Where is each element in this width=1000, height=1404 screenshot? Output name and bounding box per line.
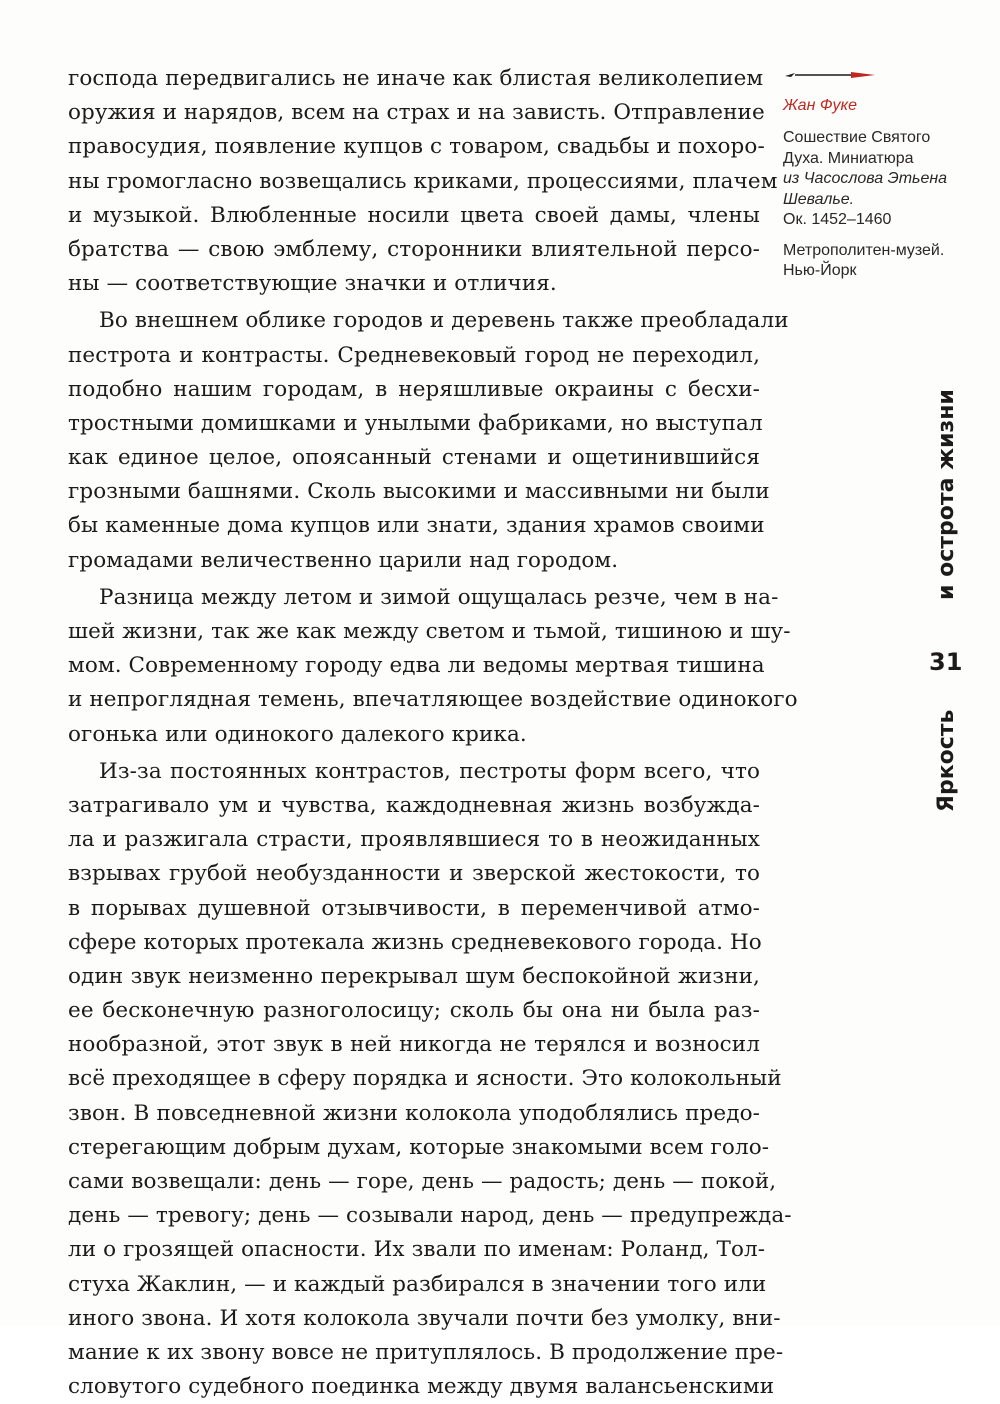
text-line: и музыкой. Влюбленные носили цвета своей дамы, члены bbox=[68, 202, 760, 228]
caption-line: Метрополитен-музей. bbox=[783, 241, 945, 259]
paragraph-4 bbox=[68, 755, 792, 1404]
text-line: словутого судебного поединка между двумя валансьенскими bbox=[68, 1374, 775, 1400]
text-line: иного звона. И хотя колокола звучали почти без умолку, вни- bbox=[68, 1305, 781, 1331]
page-number: 31 bbox=[929, 648, 963, 676]
text-line: шей жизни, так же как между светом и тьмой, тишиною и шу- bbox=[68, 619, 791, 644]
caption-ornament-icon bbox=[783, 70, 876, 80]
text-line: стуха Жаклин, — и каждый разбирался в значении того или bbox=[68, 1271, 767, 1297]
text-line: ее бесконечную разноголосицу; сколь бы она ни была раз- bbox=[68, 998, 760, 1024]
text-line: как единое целое, опоясанный стенами и ощетинившийся bbox=[68, 445, 760, 471]
text-line: пестрота и контрасты. Средневековый город не переходил, bbox=[68, 342, 760, 368]
caption-line: Нью-Йорк bbox=[783, 262, 857, 279]
caption-line: Ок. 1452–1460 bbox=[783, 211, 892, 228]
caption-line: Духа. Миниатюра bbox=[783, 149, 914, 167]
text-line: громадами величественно царили над городом. bbox=[68, 547, 619, 573]
text-line: стерегающим добрым духам, которые знакомыми всем голо- bbox=[68, 1134, 770, 1160]
illustration-caption bbox=[783, 70, 983, 282]
caption-line: Шевалье. bbox=[783, 190, 855, 208]
paragraph-3 bbox=[68, 581, 798, 752]
text-line: огонька или одинокого далекого крика. bbox=[68, 721, 527, 747]
text-line: всё преходящее в сферу порядка и ясности. Это колокольный bbox=[68, 1066, 782, 1092]
text-line: господа передвигались не иначе как блистая великолепием bbox=[68, 66, 764, 91]
text-line: Разница между летом и зимой ощущалась резче, чем в на- bbox=[99, 584, 779, 610]
text-line: затрагивало ум и чувства, каждодневная жизнь возбужда- bbox=[68, 792, 760, 818]
text-line: сфере которых протекала жизнь средневекового города. Но bbox=[68, 929, 762, 955]
text-line: правосудия, появление купцов с товаром, свадьбы и похоро- bbox=[68, 134, 765, 160]
text-line: Из-за постоянных контрастов, пестроты форм всего, что bbox=[99, 758, 760, 784]
text-line: бы каменные дома купцов или знати, здания храмов своими bbox=[68, 513, 765, 539]
text-line: звон. В повседневной жизни колокола уподоблялись предо- bbox=[68, 1100, 760, 1126]
text-line: сами возвещали: день — горе, день — радость; день — покой, bbox=[68, 1169, 777, 1194]
text-line: ли о грозящей опасности. Их звали по именам: Роланд, Тол- bbox=[68, 1237, 766, 1263]
text-line: ны — соответствующие значки и отличия. bbox=[68, 271, 557, 297]
paragraph-2 bbox=[68, 304, 789, 578]
text-line: братства — свою эмблему, сторонники влиятельной персо- bbox=[68, 236, 760, 262]
text-line: взрывах грубой необузданности и зверской жестокости, то bbox=[68, 861, 760, 887]
text-line: мом. Современному городу едва ли ведомы мертвая тишина bbox=[68, 653, 765, 679]
caption-author: Жан Фуке bbox=[783, 97, 857, 114]
main-text-column bbox=[68, 62, 798, 1404]
caption-title bbox=[783, 128, 983, 231]
text-line: Во внешнем облике городов и деревень также преобладали bbox=[99, 308, 789, 334]
text-line: тростными домишками и унылыми фабриками, но выступал bbox=[68, 410, 763, 436]
caption-line: из Часослова Этьена bbox=[783, 170, 948, 187]
running-header-part1: Яркость bbox=[934, 709, 959, 812]
text-line: нообразной, этот звук в ней никогда не терялся и возносил bbox=[68, 1032, 760, 1058]
running-header-part2: и острота жизни bbox=[934, 389, 959, 600]
text-line: в порывах душевной отзывчивости, в переменчивой атмо- bbox=[68, 895, 760, 921]
text-line: и непроглядная темень, впечатляющее воздействие одинокого bbox=[68, 687, 798, 713]
paragraph-1 bbox=[68, 62, 778, 301]
text-line: ла и разжигала страсти, проявлявшиеся то в неожиданных bbox=[68, 827, 760, 853]
text-line: грозными башнями. Сколь высокими и массивными ни были bbox=[68, 479, 770, 505]
text-line: один звук неизменно перекрывал шум беспокойной жизни, bbox=[68, 963, 760, 989]
text-line: ны громогласно возвещались криками, процессиями, плачем bbox=[68, 168, 778, 194]
text-line: мание к их звону вовсе не притуплялось. В продолжение пре- bbox=[68, 1339, 784, 1365]
text-line: день — тревогу; день — созывали народ, день — предупрежда- bbox=[68, 1203, 792, 1229]
text-line: оружия и нарядов, всем на страх и на зависть. Отправление bbox=[68, 100, 765, 126]
caption-museum bbox=[783, 241, 983, 282]
caption-line: Сошествие Святого bbox=[783, 129, 931, 146]
text-line: подобно нашим городам, в неряшливые окраины с бесхи- bbox=[68, 376, 760, 402]
